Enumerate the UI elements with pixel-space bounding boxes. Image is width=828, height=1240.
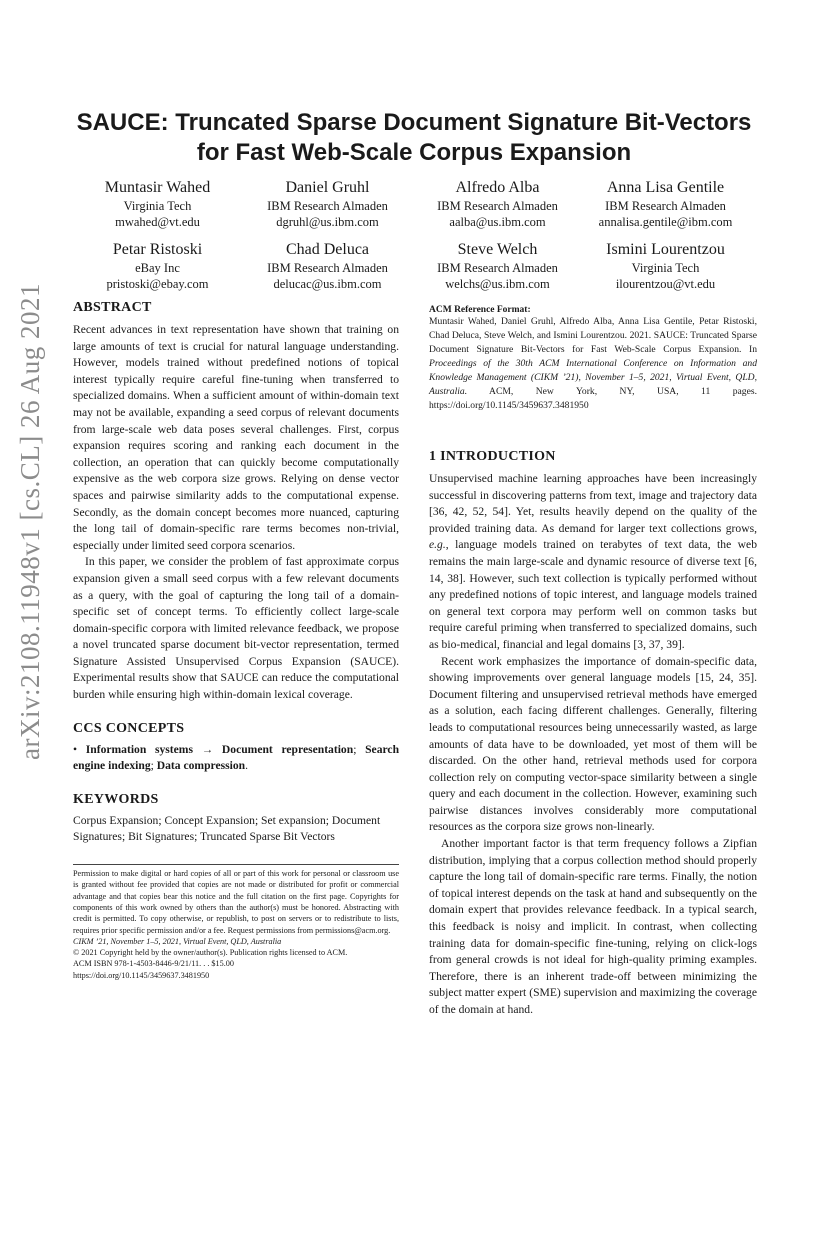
author-email: dgruhl@us.ibm.com xyxy=(276,215,379,229)
author-affiliation: IBM Research Almaden xyxy=(605,199,726,213)
left-column xyxy=(73,300,399,981)
author-affiliation: eBay Inc xyxy=(135,261,180,275)
intro-paragraph-3: Another important factor is that term frequency follows a Zipfian distribution, implying that a corpus collection method should properly capture the long tail of domain-specific rare terms. Finally, the notion of topical interest depends on the task at hand and subsequently on the domain expert that provides relevance feedback. In a typical search, this feedback is noisy and implicit. In contrast, when collecting training data for domain-specific fine-tuning, relying on click-logs from general crowds is not ideal for high-quality priming examples. Therefore, there is an inherent trade-off between minimizing the subject matter expert (SME) supervision and maximizing the coverage of the domain at hand. xyxy=(429,837,757,1016)
intro-paragraph-1 xyxy=(429,471,757,654)
abstract-heading: ABSTRACT xyxy=(73,300,152,315)
footnote-doi: https://doi.org/10.1145/3459637.3481950 xyxy=(73,970,210,980)
author-email: annalisa.gentile@ibm.com xyxy=(598,215,733,229)
introduction-heading: 1 INTRODUCTION xyxy=(429,449,556,464)
footnote-conference: CIKM ’21, November 1–5, 2021, Virtual Event, QLD, Australia xyxy=(73,936,282,946)
arxiv-stamp xyxy=(10,283,50,1240)
author-name: Daniel Gruhl xyxy=(285,179,370,196)
intro-eg: e.g. xyxy=(429,538,446,552)
ccs-item-information-systems: Information systems xyxy=(85,742,193,756)
footnote-isbn: ACM ISBN 978-1-4503-8446-9/21/11. . . $15.00 xyxy=(73,959,234,969)
author-affiliation: Virginia Tech xyxy=(631,261,700,275)
author-affiliation: IBM Research Almaden xyxy=(437,199,558,213)
author-affiliation: Virginia Tech xyxy=(123,199,192,213)
acm-reference-part: Muntasir Wahed, Daniel Gruhl, Alfredo Alba, Anna Lisa Gentile, Petar Ristoski, Chad Deluca, Steve Welch, and Ismini Lourentzou. 2021. SAUCE: Truncated Sparse Document Signature Bit-Vectors for Fast Web-Scale Corpus Expansion. In xyxy=(429,316,757,355)
ccs-concepts-text xyxy=(73,742,399,775)
title-line-2: for Fast Web-Scale Corpus Expansion xyxy=(196,139,632,166)
ccs-item-data-compression: Data compression xyxy=(156,759,246,773)
footnote-permission: Permission to make digital or hard copies of all or part of this work for personal or classroom use is granted without fee provided that copies are not made or distributed for profit or commercial advantage and that copies bear this notice and the full citation on the first page. Copyrights for components of this work owned by others than the author(s) must be honored. Abstracting with credit is permitted. To copy otherwise, or republish, to post on servers or to redistribute to lists, requires prior specific permission and/or a fee. Request permissions from permissions@acm.org. xyxy=(73,869,399,935)
acm-reference-part: ACM, New York, NY, USA, 11 pages. https://doi.org/10.1145/3459637.3481950 xyxy=(429,386,757,411)
author-name: Steve Welch xyxy=(457,241,538,258)
author-6 xyxy=(240,240,415,292)
acm-reference-text xyxy=(429,315,757,413)
ccs-bullet: • xyxy=(73,742,78,756)
author-affiliation: IBM Research Almaden xyxy=(267,199,388,213)
acm-reference-proceedings: Proceedings of the 30th ACM International Conference on Information and Knowledge Management (CIKM ’21), November 1–5, 2021, Virtual Event, QLD, Australia. xyxy=(429,358,757,397)
author-email: ilourentzou@vt.edu xyxy=(615,277,716,291)
intro-paragraph-2: Recent work emphasizes the importance of domain-specific data, showing improvements over general language models [15, 24, 35]. Document filtering and unsupervised retrieval methods have emerged as a solution, each facing different challenges. Generally, filtering leads to computational resources being unnecessarily wasted, as large amounts of data have to be downloaded, yet most of them will be discarded. On the other hand, retrieval methods used for corpora collection rely on computing vector-space similarity between a single query and each document in the collection. However, examining such pairwise distances involves considerably more computational resources as the corpora size grows non-linearly. xyxy=(429,654,757,834)
intro-text: Unsupervised machine learning approaches have been increasingly successful in discovering patterns from text, image and trajectory data [36, 42, 52, 54]. Yet, results heavily depend on the quality of the provided training data. As demand for larger text collections grows, xyxy=(429,472,757,535)
author-name: Muntasir Wahed xyxy=(104,179,211,196)
title-line-1: SAUCE: Truncated Sparse Document Signature Bit-Vectors xyxy=(76,109,752,136)
author-email: mwahed@vt.edu xyxy=(115,215,200,229)
author-name: Chad Deluca xyxy=(285,241,370,258)
author-8 xyxy=(578,240,753,292)
ccs-item-document-representation: Document representation xyxy=(221,742,354,756)
author-name: Alfredo Alba xyxy=(455,179,540,196)
author-5 xyxy=(70,240,245,292)
acm-reference-heading: ACM Reference Format: xyxy=(429,305,531,315)
right-column xyxy=(429,300,757,1019)
author-name: Ismini Lourentzou xyxy=(606,241,725,258)
author-email: welchs@us.ibm.com xyxy=(445,277,550,291)
author-email: aalba@us.ibm.com xyxy=(449,215,546,229)
intro-text: , language models trained on terabytes of text data, the web remains the main large-scale and dynamic resource of diverse text [6, 14, 38]. However, such text collection is typically performed without any predefined notions of topic interest, and language models trained on general text corpora may perform well on common tasks but require careful priming when transferred to specialized domains, such as bio-medical, financial and legal domains [3, 37, 39]. xyxy=(429,538,757,651)
keywords-heading: KEYWORDS xyxy=(73,791,159,807)
abstract-paragraph-1: Recent advances in text representation have shown that training on large amounts of text is crucial for natural language understanding. However, models trained without predefined notions of topical interest typically require careful fine-tuning when transferred to specialized domains. When a sufficient amount of within-domain text may not be available, expanding a seed corpus of relevant documents from large-scale web data poses several challenges. First, corpus expansion requires scoring and ranking each document in the collection, an operation that can quickly become computationally expensive as the web corpora size grows. Relying on dense vector spaces and pairwise similarity adds to the computational expense. Secondly, as the domain concept becomes more nuanced, capturing the long tail of domain-specific rare terms becomes non-trivial, especially under limited seed corpora scenarios. xyxy=(73,323,399,552)
author-name: Anna Lisa Gentile xyxy=(606,179,725,196)
ccs-separator: ; xyxy=(353,742,366,756)
ccs-arrow: → xyxy=(192,742,222,756)
author-7 xyxy=(410,240,585,292)
author-2 xyxy=(240,178,415,230)
abstract-paragraph-2: In this paper, we consider the problem of fast approximate corpus expansion given a small seed corpus with a few relevant documents as a query, with the goal of capturing the long tail of a domain-specific set of concept terms. To efficiently collect large-scale domain-specific corpora with limited relevance feedback, we propose a novel truncated sparse document bit-vector representation, termed Signature Assisted Unsupervised Corpus Expansion (SAUCE). Experimental results show that SAUCE can reduce the computational burden while ensuring high within-domain lexical coverage. xyxy=(73,555,399,702)
author-email: pristoski@ebay.com xyxy=(106,277,209,291)
ccs-heading: CCS CONCEPTS xyxy=(73,720,185,736)
author-1 xyxy=(70,178,245,230)
author-affiliation: IBM Research Almaden xyxy=(267,261,388,275)
author-affiliation: IBM Research Almaden xyxy=(437,261,558,275)
author-4 xyxy=(578,178,753,230)
footnote-copyright: © 2021 Copyright held by the owner/author(s). Publication rights licensed to ACM. xyxy=(73,948,348,958)
paper-title xyxy=(70,108,758,168)
ccs-separator: ; xyxy=(150,759,157,773)
author-name: Petar Ristoski xyxy=(112,241,203,258)
keywords-text: Corpus Expansion; Concept Expansion; Set expansion; Document Signatures; Bit Signatures; Truncated Sparse Bit Vectors xyxy=(73,813,381,844)
author-email: delucac@us.ibm.com xyxy=(273,277,382,291)
arxiv-identifier: arXiv:2108.11948v1 [cs.CL] 26 Aug 2021 xyxy=(15,283,45,760)
ccs-end: . xyxy=(245,759,249,773)
author-3 xyxy=(410,178,585,230)
ccs-item-search-engine-indexing: Search engine indexing xyxy=(73,742,400,773)
